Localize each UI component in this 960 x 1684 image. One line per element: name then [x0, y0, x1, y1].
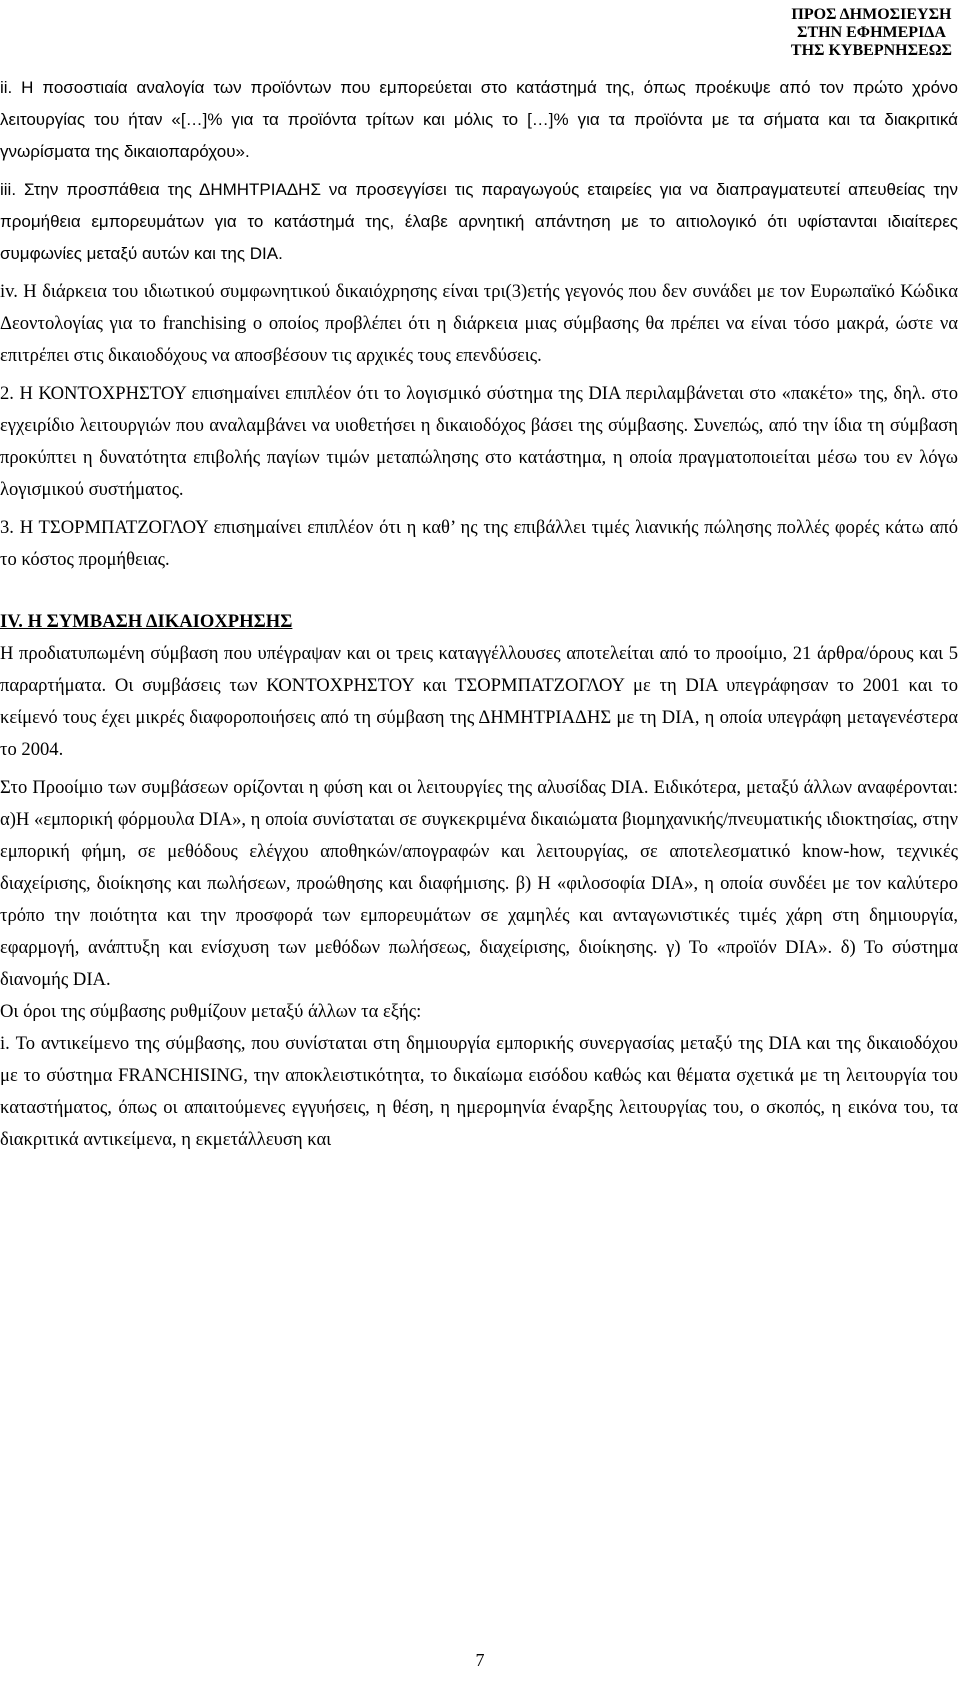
publication-stamp-line-2: ΣΤΗΝ ΕΦΗΜΕΡΙΔΑ — [797, 24, 946, 41]
section-heading-iv: IV. Η ΣΥΜΒΑΣΗ ΔΙΚΑΙΟΧΡΗΣΗΣ — [0, 611, 293, 632]
document-body — [0, 72, 958, 1156]
paragraph-3: 3. Η ΤΣΟΡΜΠΑΤΖΟΓΛΟΥ επισημαίνει επιπλέον ότι η καθ’ ης της επιβάλλει τιμές λιανικής πώλησης πολλές φορές κάτω από το κόστος προμήθειας. — [0, 517, 958, 570]
publication-stamp-line-3: ΤΗΣ ΚΥΒΕΡΝΗΣΕΩΣ — [790, 42, 952, 59]
paragraph-iii: iii. Στην προσπάθεια της ΔΗΜΗΤΡΙΑΔΗΣ να προσεγγίσει τις παραγωγούς εταιρείες για να διαπραγματευτεί απευθείας την προμήθεια εμπορευμάτων για το κατάστημά της, έλαβε αρνητική απάντηση με το αιτιολογικό ότι υφίστανται ιδιαίτερες συμφωνίες μεταξύ αυτών και της DIA. — [0, 180, 958, 263]
paragraph-contract: Η προδιατυπωμένη σύμβαση που υπέγραψαν και οι τρεις καταγγέλλουσες αποτελείται από το προοίμιο, 21 άρθρα/όρους και 5 παραρτήματα. Οι συμβάσεις των ΚΟΝΤΟΧΡΗΣΤΟΥ και ΤΣΟΡΜΠΑΤΖΟΓΛΟΥ με τη DIA υπεγράφησαν το 2001 και το κείμενό τους έχει μικρές διαφοροποιήσεις από τη σύμβαση της ΔΗΜΗΤΡΙΑΔΗΣ με τη DIA, η οποία υπεγράφη μεταγενέστερα το 2004. — [0, 643, 958, 760]
paragraph-i: i. Το αντικείμενο της σύμβασης, που συνίσταται στη δημιουργία εμπορικής συνεργασίας μεταξύ της DIA και της δικαιοδόχου με το σύστημα FRANCHISING, την αποκλειστικότητα, το δικαίωμα εισόδου καθώς και θέματα σχετικά με τη λειτουργία του καταστήματος, όπως οι απαιτούμενες εγγυήσεις, η θέση, η ημερομηνία έναρξης λειτουργίας του, ο σκοπός, η εικόνα του, τα διακριτικά αντικείμενα, η εκμετάλλευση και — [0, 1033, 958, 1150]
paragraph-ii: ii. Η ποσοστιαία αναλογία των προϊόντων που εμπορεύεται στο κατάστημά της, όπως προέκυψε από τον πρώτο χρόνο λειτουργίας του ήταν «[…]% για τα προϊόντα τρίτων και μόλις το […]% για τα προϊόντα με τα σήματα και τα διακριτικά γνωρίσματα της δικαιοπαρόχου». — [0, 78, 958, 161]
paragraph-2: 2. Η ΚΟΝΤΟΧΡΗΣΤΟΥ επισημαίνει επιπλέον ότι το λογισμικό σύστημα της DIA περιλαμβάνεται στο «πακέτο» της, δηλ. στο εγχειρίδιο λειτουργιών που αναλαμβάνει να υιοθετήσει η δικαιοδόχος βάσει της σύμβασης. Συνεπώς, από την ίδια τη σύμβαση προκύπτει η δυνατότητα επιβολής παγίων τιμών μεταπώλησης στο κατάστημα, η οποία πραγματοποιείται μέσω του εν λόγω λογισμικού συστήματος. — [0, 383, 958, 500]
paragraph-iv: iv. Η διάρκεια του ιδιωτικού συμφωνητικού δικαιόχρησης είναι τρι(3)ετής γεγονός που δεν συνάδει με τον Ευρωπαϊκό Κώδικα Δεοντολογίας για το franchising ο οποίος προβλέπει ότι η διάρκεια μιας σύμβασης θα πρέπει να είναι τόσο μακρά, ώστε να επιτρέπει στις δικαιοδόχους να αποσβέσουν τις αρχικές τους επενδύσεις. — [0, 281, 958, 366]
paragraph-preamble: Στο Προοίμιο των συμβάσεων ορίζονται η φύση και οι λειτουργίες της αλυσίδας DIA. Ειδικότερα, μεταξύ άλλων αναφέρονται: α)Η «εμπορική φόρμουλα DIA», η οποία συνίσταται σε συγκεκριμένα δικαιώματα βιομηχανικής/πνευματικής ιδιοκτησίας, στην εμπορική φήμη, σε μεθόδους ελέγχου αποθηκών/απογραφών και λειτουργίας, σε αποτελεσματικό know-how, τεχνικές διαχείρισης, διοίκησης και πωλήσεων, προώθησης και διαφήμισης. β) Η «φιλοσοφία DIA», η οποία συνδέει με τον καλύτερο τρόπο την ποιότητα και την προσφορά των εμπορευμάτων σε χαμηλές και ανταγωνιστικές τιμές χάρη στη δημιουργία, εφαρμογή, ανάπτυξη και ενίσχυση των μεθόδων πωλήσεως, διαχείρισης, διοίκησης. γ) Το «προϊόν DIA». δ) Το σύστημα διανομής DIA. — [0, 777, 958, 990]
publication-stamp-line-1: ΠΡΟΣ ΔΗΜΟΣΙΕΥΣΗ — [791, 6, 952, 23]
paragraph-terms-intro: Οι όροι της σύμβασης ρυθμίζουν μεταξύ άλλων τα εξής: — [0, 1001, 422, 1022]
page-number: 7 — [475, 1650, 485, 1670]
publication-stamp — [791, 6, 952, 60]
